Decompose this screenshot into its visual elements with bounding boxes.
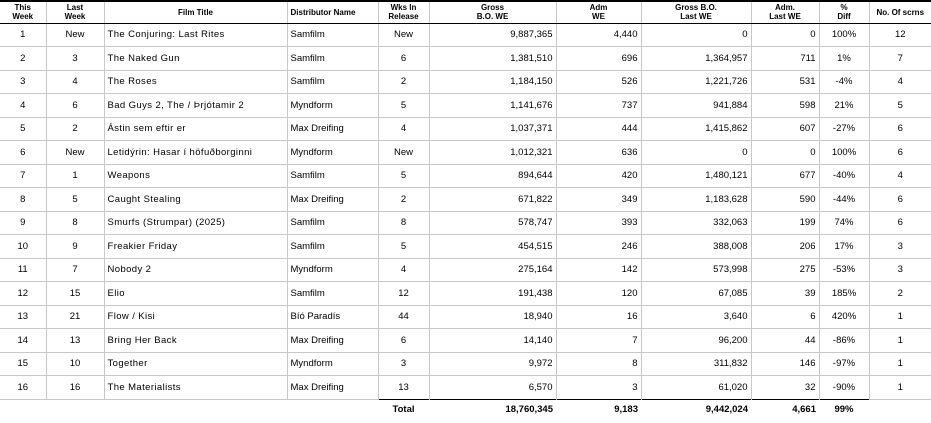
cell-wks-in-release: New	[378, 23, 429, 47]
cell-this-week: 11	[0, 258, 46, 282]
cell-screens: 3	[869, 235, 931, 259]
cell-adm: 696	[556, 47, 641, 71]
cell-distributor: Myndform	[287, 141, 378, 165]
table-row	[0, 282, 931, 306]
cell-distributor: Samfilm	[287, 164, 378, 188]
cell-wks-in-release: 3	[378, 352, 429, 376]
cell-film-title: Nobody 2	[104, 258, 287, 282]
cell-film-title: Ástin sem eftir er	[104, 117, 287, 141]
cell-adm: 7	[556, 329, 641, 353]
cell-gross-last-we: 67,085	[641, 282, 751, 306]
cell-gross: 9,972	[429, 352, 556, 376]
cell-adm: 4,440	[556, 23, 641, 47]
cell-this-week: 7	[0, 164, 46, 188]
cell-gross-last-we: 96,200	[641, 329, 751, 353]
col-header-gross: Gross B.O. WE	[429, 1, 556, 23]
cell-gross-last-we: 573,998	[641, 258, 751, 282]
cell-last-week: 3	[46, 47, 104, 71]
header-row	[0, 1, 931, 23]
cell-last-week: 7	[46, 258, 104, 282]
cell-film-title: Caught Stealing	[104, 188, 287, 212]
cell-gross-last-we: 941,884	[641, 94, 751, 118]
cell-gross: 1,184,150	[429, 70, 556, 94]
col-header-distributor: Distributor Name	[287, 1, 378, 23]
cell-distributor: Samfilm	[287, 211, 378, 235]
cell-last-week: New	[46, 23, 104, 47]
cell-diff: 21%	[819, 94, 869, 118]
cell-adm: 737	[556, 94, 641, 118]
cell-wks-in-release: 6	[378, 47, 429, 71]
col-header-gross-last-we: Gross B.O. Last WE	[641, 1, 751, 23]
col-header-this-week: This Week	[0, 1, 46, 23]
cell-distributor: Max Dreifing	[287, 117, 378, 141]
cell-screens: 12	[869, 23, 931, 47]
cell-last-week: 4	[46, 70, 104, 94]
cell-diff: 1%	[819, 47, 869, 71]
cell-adm: 142	[556, 258, 641, 282]
cell-distributor: Myndform	[287, 94, 378, 118]
cell-adm-last-we: 0	[751, 23, 819, 47]
table-row	[0, 141, 931, 165]
cell-adm-last-we: 199	[751, 211, 819, 235]
cell-adm-last-we: 598	[751, 94, 819, 118]
cell-gross: 191,438	[429, 282, 556, 306]
table-row	[0, 23, 931, 47]
cell-diff: -90%	[819, 376, 869, 400]
cell-last-week: 15	[46, 282, 104, 306]
cell-screens: 1	[869, 352, 931, 376]
cell-wks-in-release: 4	[378, 117, 429, 141]
cell-diff: -86%	[819, 329, 869, 353]
total-gross: 18,760,345	[429, 399, 556, 419]
col-header-film-title: Film Title	[104, 1, 287, 23]
table-row	[0, 376, 931, 400]
table-row	[0, 329, 931, 353]
cell-screens: 2	[869, 282, 931, 306]
cell-wks-in-release: 2	[378, 70, 429, 94]
cell-gross-last-we: 0	[641, 23, 751, 47]
cell-screens: 1	[869, 305, 931, 329]
cell-distributor: Samfilm	[287, 70, 378, 94]
cell-distributor: Myndform	[287, 258, 378, 282]
cell-last-week: 10	[46, 352, 104, 376]
cell-screens: 4	[869, 164, 931, 188]
cell-adm-last-we: 206	[751, 235, 819, 259]
totals-spacer-end	[869, 399, 931, 419]
cell-diff: -44%	[819, 188, 869, 212]
col-header-last-week: Last Week	[46, 1, 104, 23]
totals-spacer	[0, 399, 378, 419]
cell-film-title: Flow / Kisi	[104, 305, 287, 329]
cell-diff: 185%	[819, 282, 869, 306]
cell-this-week: 8	[0, 188, 46, 212]
cell-diff: -97%	[819, 352, 869, 376]
cell-gross: 275,164	[429, 258, 556, 282]
total-gross-last-we: 9,442,024	[641, 399, 751, 419]
cell-wks-in-release: 8	[378, 211, 429, 235]
cell-diff: -53%	[819, 258, 869, 282]
cell-film-title: Elio	[104, 282, 287, 306]
table-row	[0, 305, 931, 329]
cell-gross: 6,570	[429, 376, 556, 400]
table-row	[0, 188, 931, 212]
cell-screens: 5	[869, 94, 931, 118]
cell-adm: 636	[556, 141, 641, 165]
cell-gross: 894,644	[429, 164, 556, 188]
cell-this-week: 16	[0, 376, 46, 400]
col-header-screens: No. Of scrns	[869, 1, 931, 23]
cell-diff: 74%	[819, 211, 869, 235]
cell-gross: 671,822	[429, 188, 556, 212]
cell-film-title: Together	[104, 352, 287, 376]
cell-screens: 1	[869, 329, 931, 353]
table-row	[0, 352, 931, 376]
cell-diff: 100%	[819, 141, 869, 165]
cell-film-title: The Roses	[104, 70, 287, 94]
cell-distributor: Samfilm	[287, 282, 378, 306]
table-body	[0, 23, 931, 399]
cell-film-title: The Naked Gun	[104, 47, 287, 71]
cell-this-week: 1	[0, 23, 46, 47]
cell-adm-last-we: 39	[751, 282, 819, 306]
cell-last-week: 5	[46, 188, 104, 212]
cell-this-week: 14	[0, 329, 46, 353]
cell-gross: 454,515	[429, 235, 556, 259]
cell-adm: 420	[556, 164, 641, 188]
cell-gross-last-we: 3,640	[641, 305, 751, 329]
cell-gross: 18,940	[429, 305, 556, 329]
cell-gross-last-we: 1,364,957	[641, 47, 751, 71]
cell-this-week: 4	[0, 94, 46, 118]
cell-last-week: New	[46, 141, 104, 165]
cell-gross: 1,381,510	[429, 47, 556, 71]
cell-film-title: Freakier Friday	[104, 235, 287, 259]
cell-adm-last-we: 0	[751, 141, 819, 165]
cell-adm: 393	[556, 211, 641, 235]
cell-wks-in-release: 12	[378, 282, 429, 306]
cell-film-title: Bring Her Back	[104, 329, 287, 353]
cell-gross-last-we: 332,063	[641, 211, 751, 235]
cell-diff: 420%	[819, 305, 869, 329]
cell-wks-in-release: 5	[378, 235, 429, 259]
cell-diff: 100%	[819, 23, 869, 47]
cell-distributor: Max Dreifing	[287, 329, 378, 353]
cell-adm-last-we: 711	[751, 47, 819, 71]
cell-screens: 6	[869, 117, 931, 141]
cell-gross-last-we: 61,020	[641, 376, 751, 400]
cell-gross: 578,747	[429, 211, 556, 235]
cell-last-week: 13	[46, 329, 104, 353]
cell-gross-last-we: 1,221,726	[641, 70, 751, 94]
cell-gross: 1,141,676	[429, 94, 556, 118]
cell-this-week: 2	[0, 47, 46, 71]
cell-this-week: 15	[0, 352, 46, 376]
cell-gross-last-we: 1,415,862	[641, 117, 751, 141]
cell-distributor: Max Dreifing	[287, 188, 378, 212]
cell-distributor: Samfilm	[287, 235, 378, 259]
cell-wks-in-release: 13	[378, 376, 429, 400]
table-row	[0, 94, 931, 118]
cell-gross: 1,012,321	[429, 141, 556, 165]
cell-adm: 444	[556, 117, 641, 141]
col-header-wks-in-release: Wks In Release	[378, 1, 429, 23]
cell-last-week: 8	[46, 211, 104, 235]
cell-last-week: 1	[46, 164, 104, 188]
cell-this-week: 12	[0, 282, 46, 306]
cell-this-week: 13	[0, 305, 46, 329]
cell-wks-in-release: 5	[378, 164, 429, 188]
col-header-adm: Adm WE	[556, 1, 641, 23]
cell-gross-last-we: 1,183,628	[641, 188, 751, 212]
cell-wks-in-release: 6	[378, 329, 429, 353]
table-row	[0, 70, 931, 94]
cell-gross: 14,140	[429, 329, 556, 353]
cell-distributor: Samfilm	[287, 47, 378, 71]
cell-distributor: Samfilm	[287, 23, 378, 47]
total-adm-last-we: 4,661	[751, 399, 819, 419]
cell-screens: 4	[869, 70, 931, 94]
cell-screens: 6	[869, 188, 931, 212]
cell-distributor: Bíó Paradís	[287, 305, 378, 329]
cell-distributor: Myndform	[287, 352, 378, 376]
cell-film-title: Smurfs (Strumpar) (2025)	[104, 211, 287, 235]
cell-adm: 246	[556, 235, 641, 259]
cell-this-week: 3	[0, 70, 46, 94]
cell-adm-last-we: 146	[751, 352, 819, 376]
cell-last-week: 21	[46, 305, 104, 329]
cell-last-week: 16	[46, 376, 104, 400]
totals-label: Total	[378, 399, 429, 419]
cell-adm-last-we: 32	[751, 376, 819, 400]
cell-diff: -27%	[819, 117, 869, 141]
cell-film-title: Bad Guys 2, The / Þrjótamir 2	[104, 94, 287, 118]
cell-film-title: The Materialists	[104, 376, 287, 400]
cell-gross: 9,887,365	[429, 23, 556, 47]
cell-adm-last-we: 677	[751, 164, 819, 188]
cell-last-week: 6	[46, 94, 104, 118]
total-adm: 9,183	[556, 399, 641, 419]
cell-wks-in-release: New	[378, 141, 429, 165]
cell-gross-last-we: 311,832	[641, 352, 751, 376]
cell-last-week: 9	[46, 235, 104, 259]
cell-wks-in-release: 4	[378, 258, 429, 282]
cell-wks-in-release: 44	[378, 305, 429, 329]
total-diff: 99%	[819, 399, 869, 419]
cell-gross-last-we: 0	[641, 141, 751, 165]
cell-adm: 3	[556, 376, 641, 400]
cell-diff: -4%	[819, 70, 869, 94]
cell-adm-last-we: 275	[751, 258, 819, 282]
col-header-diff: % Diff	[819, 1, 869, 23]
cell-last-week: 2	[46, 117, 104, 141]
cell-adm-last-we: 44	[751, 329, 819, 353]
cell-screens: 6	[869, 141, 931, 165]
table-row	[0, 47, 931, 71]
table-row	[0, 117, 931, 141]
col-header-adm-last-we: Adm. Last WE	[751, 1, 819, 23]
cell-adm-last-we: 607	[751, 117, 819, 141]
cell-gross: 1,037,371	[429, 117, 556, 141]
cell-screens: 6	[869, 211, 931, 235]
cell-adm: 120	[556, 282, 641, 306]
cell-screens: 7	[869, 47, 931, 71]
cell-film-title: Letidýrin: Hasar í höfuðborginni	[104, 141, 287, 165]
cell-screens: 3	[869, 258, 931, 282]
cell-gross-last-we: 388,008	[641, 235, 751, 259]
cell-adm-last-we: 6	[751, 305, 819, 329]
cell-diff: -40%	[819, 164, 869, 188]
cell-this-week: 6	[0, 141, 46, 165]
cell-screens: 1	[869, 376, 931, 400]
cell-adm-last-we: 590	[751, 188, 819, 212]
cell-wks-in-release: 2	[378, 188, 429, 212]
totals-row	[0, 399, 931, 419]
cell-adm: 526	[556, 70, 641, 94]
cell-adm-last-we: 531	[751, 70, 819, 94]
table-row	[0, 235, 931, 259]
table-row	[0, 258, 931, 282]
cell-diff: 17%	[819, 235, 869, 259]
cell-this-week: 10	[0, 235, 46, 259]
cell-film-title: The Conjuring: Last Rites	[104, 23, 287, 47]
cell-distributor: Max Dreifing	[287, 376, 378, 400]
cell-wks-in-release: 5	[378, 94, 429, 118]
table-row	[0, 164, 931, 188]
cell-adm: 8	[556, 352, 641, 376]
cell-this-week: 9	[0, 211, 46, 235]
table-row	[0, 211, 931, 235]
cell-adm: 349	[556, 188, 641, 212]
cell-film-title: Weapons	[104, 164, 287, 188]
cell-adm: 16	[556, 305, 641, 329]
cell-this-week: 5	[0, 117, 46, 141]
cell-gross-last-we: 1,480,121	[641, 164, 751, 188]
